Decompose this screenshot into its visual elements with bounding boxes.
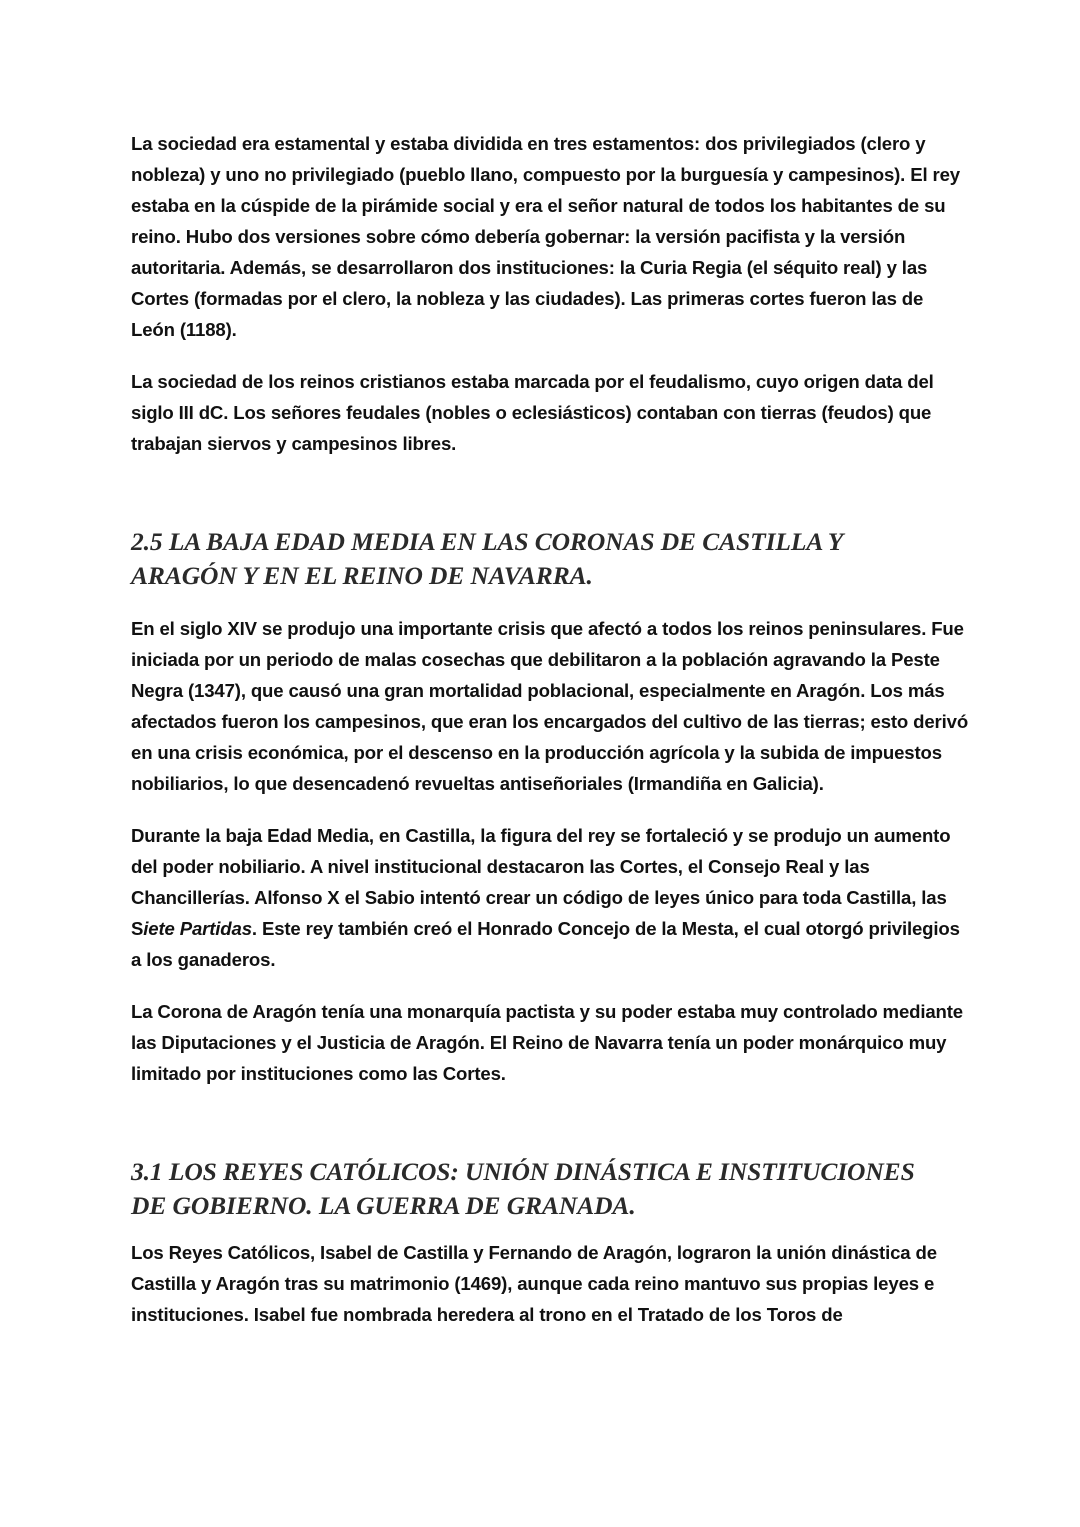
document-page <box>131 128 971 1330</box>
paragraph-castilla-text-b: . Este rey también creó el Honrado Concejo de la Mesta, el cual otorgó privilegios a los ganaderos. <box>131 918 960 970</box>
paragraph-crisis-xiv: En el siglo XIV se produjo una importante crisis que afectó a todos los reinos peninsulares. Fue iniciada por un periodo de malas cosechas que debilitaron a la población agravando la Peste Negra (1347), que causó una gran mortalidad poblacional, especialmente en Aragón. Los más afectados fueron los campesinos, que eran los encargados del cultivo de las tierras; esto derivó en una crisis económica, por el descenso en la producción agrícola y la subida de impuestos nobiliarios, lo que desencadenó revueltas antiseñoriales (Irmandiña en Galicia). <box>131 618 969 794</box>
paragraph-aragon-navarra: La Corona de Aragón tenía una monarquía pactista y su poder estaba muy controlado mediante las Diputaciones y el Justicia de Aragón. El Reino de Navarra tenía un poder monárquico muy limitado por instituciones como las Cortes. <box>131 1001 963 1084</box>
paragraph-castilla-text-a: Durante la baja Edad Media, en Castilla, la figura del rey se fortaleció y se produjo un aumento del poder nobiliario. A nivel institucional destacaron las Cortes, el Consejo Real y las Chancillerías. Alfonso X el Sabio intentó crear un código de leyes único para toda Castilla, las S <box>131 825 951 939</box>
paragraph-castilla <box>131 820 971 975</box>
section-heading-2-5: 2.5 LA BAJA EDAD MEDIA EN LAS CORONAS DE CASTILLA Y ARAGÓN Y EN EL REINO DE NAVARRA. <box>131 527 843 590</box>
paragraph-castilla-italic: iete Partidas <box>143 918 252 939</box>
section-heading-3-1: 3.1 LOS REYES CATÓLICOS: UNIÓN DINÁSTICA E INSTITUCIONES DE GOBIERNO. LA GUERRA DE GRANADA. <box>131 1157 915 1220</box>
paragraph-feudalism: La sociedad de los reinos cristianos estaba marcada por el feudalismo, cuyo origen data del siglo III dC. Los señores feudales (nobles o eclesiásticos) contaban con tierras (feudos) que trabajan siervos y campesinos libres. <box>131 371 934 454</box>
paragraph-estamental-society: La sociedad era estamental y estaba dividida en tres estamentos: dos privilegiados (clero y nobleza) y uno no privilegiado (pueblo llano, compuesto por la burguesía y campesinos). El rey estaba en la cúspide de la pirámide social y era el señor natural de todos los habitantes de su reino. Hubo dos versiones sobre cómo debería gobernar: la versión pacifista y la versión autoritaria. Además, se desarrollaron dos instituciones: la Curia Regia (el séquito real) y las Cortes (formadas por el clero, la nobleza y las ciudades). Las primeras cortes fueron las de León (1188). <box>131 133 960 340</box>
paragraph-reyes-catolicos: Los Reyes Católicos, Isabel de Castilla y Fernando de Aragón, lograron la unión dinástica de Castilla y Aragón tras su matrimonio (1469), aunque cada reino mantuvo sus propias leyes e instituciones. Isabel fue nombrada heredera al trono en el Tratado de los Toros de <box>131 1242 937 1325</box>
